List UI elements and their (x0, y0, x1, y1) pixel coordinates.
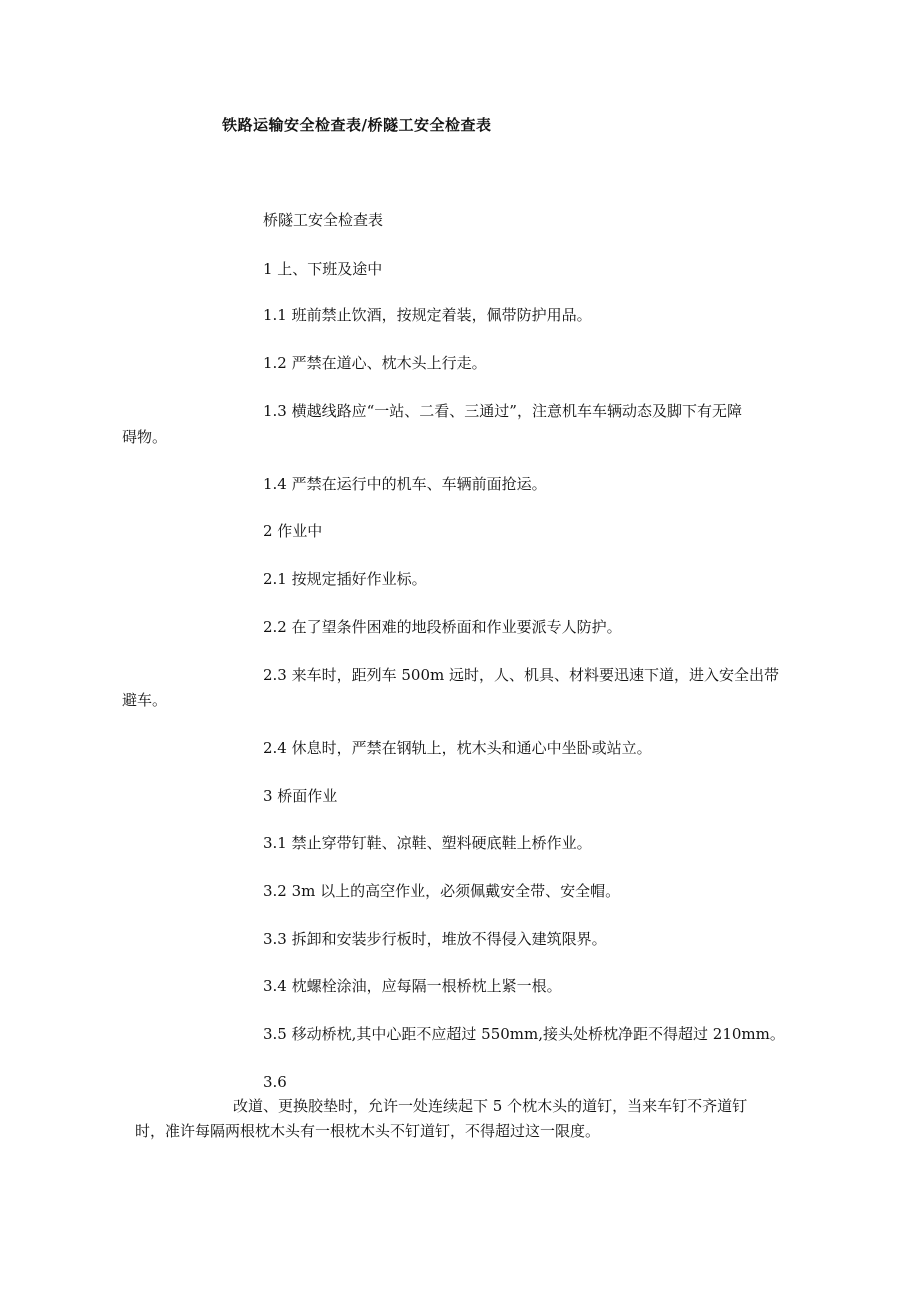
document-subtitle: 桥隧工安全检查表 (263, 211, 384, 229)
checklist-item: 3.4 枕螺栓涂油，应每隔一根桥枕上紧一根。 (263, 977, 562, 995)
checklist-item: 1.1 班前禁止饮酒，按规定着装，佩带防护用品。 (263, 306, 592, 324)
checklist-item-continuation: 碍物。 (122, 428, 168, 446)
checklist-item-continuation: 时，准许每隔两根枕木头有一根枕木头不钉道钉，不得超过这一限度。 (135, 1122, 601, 1140)
document-title: 铁路运输安全检查表/桥隧工安全检查表 (222, 116, 492, 134)
checklist-item: 2.3 来车时，距列车 500m 远时，人、机具、材料要迅速下道，进入安全出带 (263, 666, 780, 684)
checklist-item: 3.1 禁止穿带钉鞋、凉鞋、塑料硬底鞋上桥作业。 (263, 834, 592, 852)
checklist-item: 1.3 横越线路应“一站、二看、三通过”，注意机车车辆动态及脚下有无障 (263, 402, 742, 420)
checklist-item: 2.1 按规定插好作业标。 (263, 570, 427, 588)
checklist-item-number: 3.6 (263, 1073, 287, 1091)
checklist-item: 2.4 休息时，严禁在钢轨上，枕木头和通心中坐卧或站立。 (263, 739, 652, 757)
checklist-item: 改道、更换胶垫时，允许一处连续起下 5 个枕木头的道钉，当来车钉不齐道钉 (233, 1097, 748, 1115)
checklist-item: 1.4 严禁在运行中的机车、车辆前面抢运。 (263, 475, 547, 493)
section-heading: 2 作业中 (263, 522, 323, 540)
checklist-item: 1.2 严禁在道心、枕木头上行走。 (263, 354, 487, 372)
checklist-item: 2.2 在了望条件困难的地段桥面和作业要派专人防护。 (263, 618, 622, 636)
checklist-item: 3.3 拆卸和安装步行板时，堆放不得侵入建筑限界。 (263, 930, 607, 948)
checklist-item: 3.2 3m 以上的高空作业，必须佩戴安全带、安全帽。 (263, 882, 621, 900)
checklist-item-continuation: 避车。 (122, 691, 168, 709)
section-heading: 1 上、下班及途中 (263, 260, 383, 278)
section-heading: 3 桥面作业 (263, 787, 338, 805)
checklist-item: 3.5 移动桥枕,其中心距不应超过 550mm,接头处桥枕净距不得超过 210mm。 (263, 1025, 785, 1043)
